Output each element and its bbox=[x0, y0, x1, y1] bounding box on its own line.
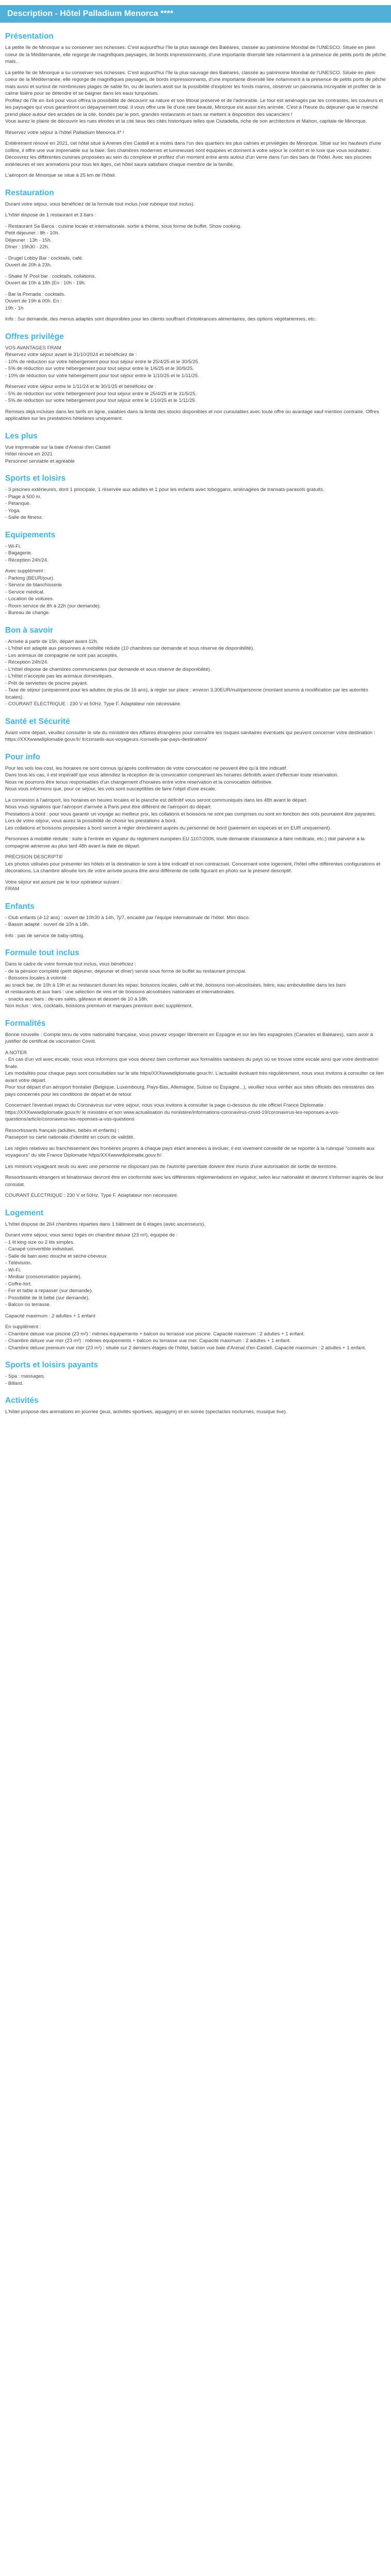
body-text: - Coffre-fort. bbox=[5, 1281, 32, 1287]
body-text: - 5% de réduction sur votre hébergement pour tout séjour entre le 25/4/25 et le 31/5/25. bbox=[5, 391, 197, 397]
body-text: - Boissons locales à volonté : bbox=[5, 975, 70, 981]
section-sports-et-loisirs-payants bbox=[5, 1361, 386, 1387]
body-text: - 10% de réduction sur votre hébergement pour tout séjour entre le 1/10/25 et le 1/11/25. bbox=[5, 372, 199, 379]
body-text: - 1 lit king size ou 2 lits simples. bbox=[5, 1239, 75, 1245]
body-text: Vous aurez le plaisir de découvrir les rues étroites et la cité lieux des cités historiques telles que Ciutadella, riche de son architecture et Mahon, capitale de Minorque. bbox=[5, 118, 367, 124]
body-text: Personnel serviable et agréable bbox=[5, 458, 75, 464]
section-heading: Offres privilège bbox=[5, 332, 64, 341]
body-text: - Service de blanchisserie. bbox=[5, 582, 63, 588]
body-text: - Club enfants (4-12 ans) : ouvert de 10h30 à 14h, 7j/7, encadré par l'équipe internationale de l'hôtel. Mini disco. bbox=[5, 914, 250, 921]
body-text: - Fer et table à repasser (sur demande). bbox=[5, 1288, 93, 1294]
section-heading: Santé et Sécurité bbox=[5, 717, 70, 726]
body-text: Les règles relatives au franchissement des frontières propres à chaque pays étant amenées à évoluer, il est vivement conseillé de se reporter à la rubrique "conseils aux voyageurs" du site France Diplomatie https/XXXwwwdiplomatie.gouv.fr/. bbox=[5, 1145, 374, 1158]
body-text: Ouvert de 10h à 18h (En : 10h - 19h. bbox=[5, 280, 86, 286]
body-text: - 10% de réduction sur votre hébergement pour tout séjour entre le 25/4/25 et le 30/5/25. bbox=[5, 359, 200, 365]
body-text: Nous vous informons que, pour ce séjour, les vols sont susceptibles de faire l'objet d'une escale. bbox=[5, 786, 216, 792]
body-text: La connexion à l'aéroport, les horaires en heures locales et le planche est définitif vous seront communiqués dans les 48h avant le départ. bbox=[5, 797, 308, 803]
section-offres-privilege bbox=[5, 332, 386, 422]
body-text: Dans tous les cas, il est impératif que vous attendiez la réception de la convocation comprenant les horaires définitifs avant d'effectuer toute réservation. bbox=[5, 772, 339, 778]
body-text: Réservez votre séjour entre le 1/11/24 et le 30/1/25 et bénéficiez de : bbox=[5, 384, 156, 389]
body-text: Nous ne pourrons être tenus responsables d'un changement d'horaires entre votre réservation et la convocation définitive. bbox=[5, 779, 273, 785]
body-text: Réservez votre séjour à l'hôtel Palladium Menorca 4* ! bbox=[5, 129, 124, 135]
body-text: Petit déjeuner : 8h - 10h. bbox=[5, 230, 60, 236]
body-text: - L'hôtel est adapté aux personnes à mobilité réduite (10 chambres sur demande et sous réserve de disponibilité). bbox=[5, 646, 254, 651]
body-text: - Prêt de serviettes de piscine payant. bbox=[5, 680, 88, 686]
body-text: Personnes à mobilité réduite : suite à l'entrée en vigueur du règlement européen EU 1107/2006, toute demande d'assistance à faire médicale, etc.) doit parvenir à la compagnie aérienne au plus tard 48h avant la date de départ. bbox=[5, 836, 365, 849]
body-text: PRÉCISION DESCRIPTIF bbox=[5, 854, 63, 860]
section-heading: Présentation bbox=[5, 32, 54, 41]
body-text: Remises déjà incluses dans les tarifs en ligne, valables dans la limite des stocks disponibles et non cumulables avec toute offre ou avantage sauf mention contraire. Offres applicables sur les prestations hôtelières uniquement. bbox=[5, 409, 379, 421]
body-text: Non inclus : vins, cocktails, boissons premium et marques premium avec supplément. bbox=[5, 1003, 193, 1009]
section-heading: Equipements bbox=[5, 530, 56, 539]
body-text: Pour les vols low-cost, les horaires ne sont connus qu'après confirmation de votre convocation ne peuvent être qu'à titre indicatif. bbox=[5, 765, 288, 771]
body-text: La petite île de Minorque a su conserver ses richesses. C'est aujourd'hui l'île la plus sauvage des Baléares, classée au patrimoine Mondial de l'UNESCO. Située en plein coeur de la Méditerranée, elle regorge de magnifiques paysages, de bords impressionnants, d'une importante diversité liée notamment à la présence de petits ports de pêche mais... bbox=[5, 45, 386, 64]
body-text: VOS AVANTAGES FRAM bbox=[5, 345, 61, 351]
body-text: - L'hôtel n'accepte pas les animaux domestiques. bbox=[5, 673, 113, 679]
body-text: - Restaurant Sa Barca : cuisine locale et internationale, sortie à thème, sous forme de buffet. Show cooking. bbox=[5, 223, 241, 229]
description-content bbox=[0, 32, 391, 1416]
section-formule-tout-inclus bbox=[5, 948, 386, 1010]
body-text: - Télévision. bbox=[5, 1260, 32, 1266]
body-text: - Yoga. bbox=[5, 507, 21, 514]
body-text: - Room service de 8h à 22h (sur demande). bbox=[5, 603, 101, 609]
body-text: Info : Sur demande, des menus adaptés sont disponibles pour les clients souffrant d'intolérances alimentaires, des options végétariennes, etc. bbox=[5, 316, 316, 322]
body-text: - de la pension complète (petit déjeuner, déjeuner et dîner) servie sous forme de buffet au restaurant principal. bbox=[5, 968, 247, 974]
body-text: et restaurants et aux bars : une sélection de vins et de boissons alcoolisées nationales et internationales. bbox=[5, 989, 235, 995]
body-text: - Drugel Lobby Bar : cocktails, café. bbox=[5, 255, 84, 261]
body-text: - snacks aux bars : de-ces salés, gâteaux et dessert de 10 à 18h. bbox=[5, 996, 149, 1002]
body-text: Avant votre départ, veuillez consulter le site du ministère des Affaires étrangères pour connaître les risques sanitaires éventuels qui peuvent concerner votre destination : https://XXXwwwdiplomatie.gouv.fr/ fr/conseils-aux-voyageurs /conseils-par-pays-destination/ bbox=[5, 730, 376, 742]
body-text: Les modalités pour chaque pays sont consultables sur le site https/XXXwwwdiplomatie.gouv.fr/. L'actualité évoluant très régulièrement, nous vous invitons à consulter ce lien avant votre départ. bbox=[5, 1071, 384, 1083]
body-text: A NOTER bbox=[5, 1049, 27, 1056]
body-text: Réservez votre séjour avant le 31/10/2024 et bénéficiez de : bbox=[5, 352, 137, 358]
body-text: L'hôtel dispose de 264 chambres réparties dans 1 bâtiment de 6 étages (avec ascenseurs). bbox=[5, 1221, 205, 1227]
section-heading: Activités bbox=[5, 1396, 39, 1405]
body-text: - Arrivée à partir de 15h, départ avant 12h. bbox=[5, 638, 99, 645]
section-enfants bbox=[5, 902, 386, 940]
body-text: FRAM bbox=[5, 886, 20, 892]
body-text: - Taxe de séjour (uniquement pour les adultes de plus de 16 ans), à régler sur place : environ 3,30EUR/nuit/personne (montant soumis à modification par les autorités locales). bbox=[5, 687, 368, 700]
section-heading: Formalités bbox=[5, 1019, 46, 1028]
body-text: - Salle de bain avec douche et sèche-cheveux. bbox=[5, 1253, 108, 1259]
section-heading: Logement bbox=[5, 1208, 44, 1217]
body-text: - Wi-Fi. bbox=[5, 543, 21, 549]
body-text: - L'hôtel dispose de chambres communicantes (sur demande et sous réserve de disponibilité). bbox=[5, 666, 211, 672]
section-heading: Formule tout inclus bbox=[5, 948, 79, 957]
section-restauration bbox=[5, 189, 386, 323]
body-text: - Bagagerie. bbox=[5, 550, 32, 556]
section-heading: Pour info bbox=[5, 752, 41, 761]
body-text: Votre séjour est assuré par le tour opérateur suivant : bbox=[5, 879, 122, 885]
body-text: Nous vous signalons que l'aéroport d'arrivée à Paris peut être différent de l'aéroport du départ. bbox=[5, 804, 212, 810]
body-text: au snack bar, de 10h à 19h et au restaurant durant les repas: boissons locales, café et thé, boissons non-alcoolisées, bière, eau embouteillée dans les bars bbox=[5, 982, 346, 988]
body-text: Déjeuner : 13h - 15h. bbox=[5, 237, 52, 243]
body-text: Durant votre séjour, vous bénéficiez de la formule tout inclus (voir rubrique tout inclus). bbox=[5, 201, 195, 207]
body-text: - Minibar (consommation payante). bbox=[5, 1274, 82, 1280]
body-text: Prestations à bord : pour vous garantir un voyage au meilleur prix, les collations et boissons ne sont pas comprises ou sont en fonction des vols pourraient être payantes. Lors de votre séjour, vous aurez la possibilité de choisir les prestations à bord. bbox=[5, 811, 376, 824]
body-text: - Réception 24h/24. bbox=[5, 659, 48, 665]
body-text: - Réception 24h/24. bbox=[5, 557, 48, 563]
body-text: Pour tout départ d'un aéroport frontalier (Belgique, Luxembourg, Pays-Bas, Allemagne, Suisse ou Espagne...), veuillez nous vérifier aux sites officiels des ministères des pays concernés pour les conditions de départ et de retour. bbox=[5, 1084, 374, 1097]
body-text: Passeport ou carte nationale d'identité en cours de validité. bbox=[5, 1134, 135, 1140]
body-text: Capacité maximum : 2 adultes + 1 enfant bbox=[5, 1313, 95, 1319]
body-text: - Chambre deluxe premium vue mer (23 m²) : située sur 2 derniers étages de l'hôtel, balcon vue baie d'Arenal d'en Castell. Capacité maximum : 2 adultes + 1 enfant. bbox=[5, 1345, 366, 1351]
body-text: - Bar la Pomada : cocktails. bbox=[5, 291, 66, 297]
section-bon-a-savoir bbox=[5, 626, 386, 708]
body-text: Info : pas de service de baby-sitting. bbox=[5, 933, 85, 939]
body-text: - Chambre deluxe vue piscine (23 m²) : mêmes équipements + balcon ou terrasse vue piscine. Capacité maximum : 2 adultes + 1 enfant. bbox=[5, 1331, 305, 1337]
body-text: Dans le cadre de votre formule tout inclus, vous bénéficiez : bbox=[5, 961, 136, 967]
body-text: 19h - 1h bbox=[5, 305, 24, 311]
section-heading: Les plus bbox=[5, 431, 38, 440]
body-text: Les photos utilisées pour présenter les hôtels et la destination le sont à titre indicatif et non contractuel. Concernant votre logement, l'hôtel offre différentes configurations et décorations. La chambre allouée lors de votre arrivée pourra être ainsi différente de celle figurant en photo sur le présent descriptif. bbox=[5, 861, 381, 874]
page-title-banner bbox=[0, 5, 391, 23]
section-heading: Sports et loisirs bbox=[5, 474, 66, 483]
section-sports-et-loisirs bbox=[5, 474, 386, 521]
section-presentation bbox=[5, 32, 386, 179]
section-activites bbox=[5, 1396, 386, 1416]
body-text: - COURANT ÉLECTRIQUE : 230 V et 50Hz. Type F. Adaptateur non nécessaire. bbox=[5, 701, 182, 707]
body-text: Durant votre séjour, vous serez logés en chambre deluxe (23 m²), équipée de : bbox=[5, 1232, 178, 1238]
section-sante-et-securite bbox=[5, 717, 386, 743]
body-text: Ressortissants étrangers et binationaux devront être en conformité avec les différentes réglementations en vigueur, selon leur nationalité et devront s'informer auprès de leur consulat. bbox=[5, 1175, 384, 1188]
body-text: La petite île de Minorque a su conserver ses richesses. C'est aujourd'hui l'île la plus sauvage des Baléares, classée au patrimoine Mondial de l'UNESCO. Située en plein coeur de la Méditerranée, elle regorge de magnifiques paysages, de bords impressionnants, d'une importante diversité liée notamment à la présence de petits ports de pêche mais aussi et surtout de nombreuses plages de sable fin, ou de lauriers assit sur la possibilité d'explorer les fonds marins, observer un panorama incroyable et profiter de la calme lisière pour se détendre et se baigner dans les eaux turquoises. bbox=[5, 70, 386, 96]
body-text: Hôtel rénové en 2021 bbox=[5, 451, 53, 457]
body-text: Dîner : 19h30 - 22h. bbox=[5, 244, 50, 250]
page bbox=[0, 5, 391, 1416]
section-formalites bbox=[5, 1019, 386, 1199]
body-text: Les mineurs voyageant seuls ou avec une personne ne disposant pas de l'autorité parentale doivent être munis d'une autorisation de sortie de territoire. bbox=[5, 1163, 338, 1170]
body-text: - Canapé convertible individuel. bbox=[5, 1246, 74, 1252]
body-text: - Billard. bbox=[5, 1380, 24, 1386]
section-equipements bbox=[5, 531, 386, 617]
body-text: - Wi-Fi. bbox=[5, 1267, 21, 1273]
body-text: Avec supplément : bbox=[5, 568, 46, 574]
body-text: - En cas d'un vol avec escale, nous vous informons que vous devrez bien conformer aux formalités sanitaires du pays où se trouve votre escale ainsi que votre destination finale. bbox=[5, 1057, 379, 1070]
section-heading: Enfants bbox=[5, 902, 35, 911]
body-text: Ouvert de 20h à 23h. bbox=[5, 262, 52, 268]
body-text: https://XXXwwwdiplomatie.gouv.fr/ le ministère et son www.actualisation du ministère/informations-coronavirus-covid-19/coronavirus-les-reponses-a-vos-questions/article/coronavirus-les-reponses-a-vos-questions bbox=[5, 1109, 340, 1122]
section-heading: Bon à savoir bbox=[5, 625, 54, 635]
body-text: - Spa : massages. bbox=[5, 1374, 45, 1379]
section-heading: Sports et loisirs payants bbox=[5, 1361, 99, 1369]
body-text: - Parking (BEUR/jour). bbox=[5, 575, 55, 581]
body-text: - Location de voitures. bbox=[5, 596, 54, 602]
section-logement bbox=[5, 1209, 386, 1352]
section-pour-info bbox=[5, 753, 386, 893]
body-text: Ressortissants français (adultes, bébés et enfants) : bbox=[5, 1127, 119, 1133]
page-title: Description - Hôtel Palladium Menorca **** bbox=[7, 9, 173, 18]
body-text: - Shake N' Pool bar : cocktails, collations. bbox=[5, 273, 96, 279]
body-text: Concernant l'éventuel impact du Coronavirus sur votre séjour, nous vous invitons à consulter la page ci-dessous du site officiel France Diplomatie : bbox=[5, 1103, 327, 1108]
body-text: L'aéroport de Minorque se situe à 25 km de l'hôtel. bbox=[5, 173, 116, 178]
body-text: - 5% de réduction sur votre hébergement pour tout séjour entre le 1/10/25 et le 1/11/25. bbox=[5, 398, 197, 403]
body-text: - Chambre deluxe vue mer (23 m²) : mêmes équipements + balcon ou terrasse vue mer. Capacité maximum : 2 adultes + 1 enfant. bbox=[5, 1338, 291, 1344]
body-text: COURANT ÉLECTRIQUE : 230 V et 50Hz. Type F. Adaptateur non nécessaire. bbox=[5, 1193, 178, 1198]
section-heading: Restauration bbox=[5, 188, 54, 197]
body-text: - Les animaux de compagnie ne sont pas acceptés. bbox=[5, 652, 119, 658]
body-text: L'hôtel dispose de 1 restaurant et 3 bars : bbox=[5, 212, 96, 218]
body-text: - Bureau de change. bbox=[5, 610, 50, 616]
body-text: - 3 piscines extérieures, dont 1 principale, 1 réservée aux adultes et 1 pour les enfants avec toboggans, aménagées de transats-parasols gratuits. bbox=[5, 487, 324, 493]
section-les-plus bbox=[5, 432, 386, 465]
body-text: - Plage à 500 m. bbox=[5, 494, 42, 500]
body-text: Bonne nouvelle : Compte tenu de votre nationalité française, vous pouvez voyager librement en Espagne et sur les îles espagnoles (Canaries et Baléares), sans avoir à justifier de certificat de vaccination Covid. bbox=[5, 1031, 373, 1044]
body-text: - Possibilité de lit bébé (sur demande). bbox=[5, 1295, 90, 1301]
body-text: - Balcon ou terrasse. bbox=[5, 1302, 51, 1308]
body-text: L'hôtel propose des animations en journée (jeux, activités sportives, aquagym) et en soirée (spectacles nocturnes, musique live). bbox=[5, 1409, 287, 1415]
body-text: Les collations et boissons proposées à bord seront à régler directement auprès du personnel de bord (paiement en espèces et en EUR uniquement). bbox=[5, 825, 331, 831]
body-text: Entièrement rénové en 2021, cet hôtel situé à Arenes d'en Castell et à moins dans l'un des quartiers les plus calmes et privilégiés de Minorque. Situé sur les hauteurs d'une colline, il offre une vue imprenable sur la baie. Ses chambres modernes et lumineuses sont équipées et donnent à votre séjour le confort et le luxe que vous souhaitez. Découvrez les différentes cuisines proposées au sein du complexe et profitez d'un moment entre amis autour d'un verre dans l'un des bars de l'hôtel. Avec ses piscines extérieures et ses animations pour tous les âges, cet hôtel saura satisfaire chaque membre de la famille. bbox=[5, 141, 381, 167]
body-text: - Salle de fitness. bbox=[5, 515, 43, 520]
body-text: - Service médical. bbox=[5, 589, 45, 595]
body-text: - Pétanque. bbox=[5, 501, 31, 506]
body-text: - 5% de réduction sur votre hébergement pour tout séjour entre le 1/6/25 et le 30/9/25. bbox=[5, 366, 194, 371]
body-text: En supplément : bbox=[5, 1324, 41, 1330]
body-text: - Bassin adapté : ouvert de 10h à 18h. bbox=[5, 922, 89, 927]
body-text: Profitez de l'île en 4x4 pour vous offrira la possibilité de découvrir sa nature et son littoral préservé et de l'admirable. Le tour est aménagés par les contrastes, les couleurs et les paysages qui vous garantiront un dépaysement total. Il vous offre une île d'une rare beauté, Minorque est aussi très animée. C'est à l'heure du déjeuner que le marché prend place autour des arcades de la cité, bondés par le port, grandes restaurants et bars se mettent à disposition des vacanciers ! bbox=[5, 97, 383, 117]
body-text: Vue imprenable sur la baie d'Arenal d'en Castell bbox=[5, 444, 110, 450]
body-text: Ouvert de 19h à 00h. En : bbox=[5, 298, 62, 304]
